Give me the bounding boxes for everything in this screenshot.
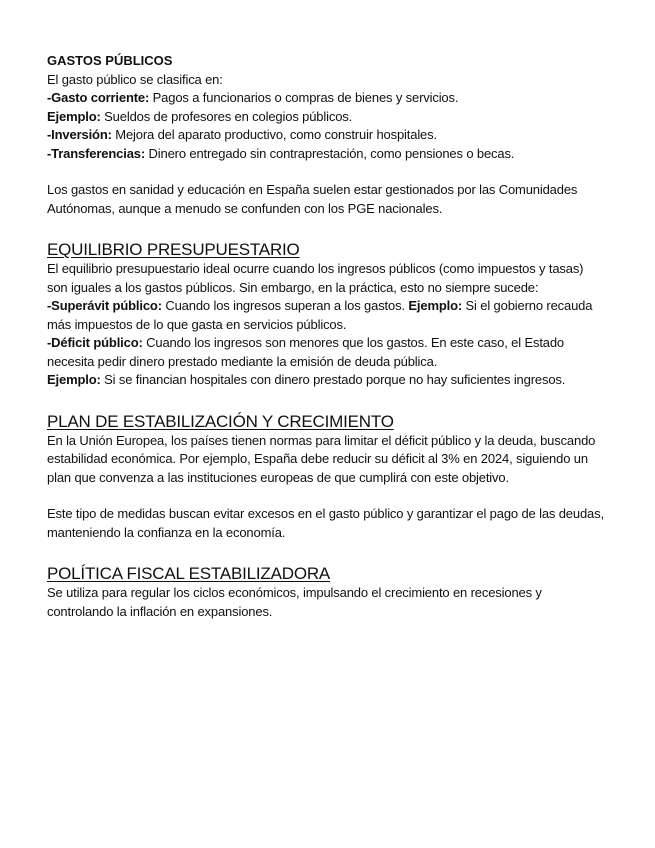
term-text: Pagos a funcionarios o compras de bienes y servicios. (149, 90, 459, 105)
term-label: Ejemplo: (408, 298, 463, 313)
section-title-plan: PLAN DE ESTABILIZACIÓN Y CRECIMIENTO (47, 411, 394, 431)
equilibrio-intro: El equilibrio presupuestario ideal ocurre cuando los ingresos públicos (como impuestos y tasas) son iguales a los gastos públicos. Sin embargo, en la práctica, esto no siempre sucede: (47, 261, 584, 295)
term-label: -Gasto corriente: (47, 90, 150, 105)
gastos-inversion (47, 126, 607, 145)
term-label: -Déficit público: (47, 335, 143, 350)
gastos-corriente (47, 89, 607, 108)
gastos-ejemplo (47, 108, 607, 127)
document-page (47, 52, 607, 621)
term-text: Si se financian hospitales con dinero prestado porque no hay suficientes ingresos. (100, 372, 566, 387)
term-label: -Inversión: (47, 127, 112, 142)
equilibrio-ejemplo (47, 371, 607, 390)
gastos-transferencias (47, 145, 607, 164)
equilibrio-superavit (47, 297, 607, 334)
term-label: -Superávit público: (47, 298, 162, 313)
term-label: Ejemplo: (47, 108, 101, 124)
term-text: Dinero entregado sin contraprestación, como pensiones o becas. (145, 145, 515, 161)
section-title-politica: POLÍTICA FISCAL ESTABILIZADORA (47, 564, 331, 583)
equilibrio-deficit (47, 334, 607, 371)
section-title-equilibrio: EQUILIBRIO PRESUPUESTARIO (47, 240, 300, 259)
term-text: Si el gobierno recauda más impuestos de lo que gasta en servicios públicos. (47, 298, 593, 332)
plan-paragraph-2: Este tipo de medidas buscan evitar excesos en el gasto público y garantizar el pago de las deudas, manteniendo la confianza en la economía. (47, 506, 604, 540)
term-text: Cuando los ingresos superan a los gastos. (161, 298, 409, 313)
term-label: -Transferencias: (47, 145, 146, 161)
gastos-intro: El gasto público se clasifica en: (47, 71, 223, 87)
section-title-gastos: GASTOS PÚBLICOS (47, 53, 173, 68)
plan-paragraph-1: En la Unión Europea, los países tienen normas para limitar el déficit público y la deuda, buscando estabilidad económica. Por ejemplo, España debe reducir su déficit al 3% en 2024, siguiendo un plan que convenza a las instituciones europeas de que cumplirá con este objetivo. (47, 432, 596, 485)
politica-paragraph-1: Se utiliza para regular los ciclos económicos, impulsando el crecimiento en recesiones y controlando la inflación en expansiones. (47, 585, 542, 619)
term-text: Mejora del aparato productivo, como construir hospitales. (111, 127, 437, 142)
term-text: Sueldos de profesores en colegios públicos. (100, 108, 353, 124)
term-label: Ejemplo: (47, 372, 101, 387)
term-text: Cuando los ingresos son menores que los gastos. En este caso, el Estado necesita pedir dinero prestado mediante la emisión de deuda pública. (47, 335, 565, 369)
gastos-nota: Los gastos en sanidad y educación en España suelen estar gestionados por las Comunidades Autónomas, aunque a menudo se confunden con los PGE nacionales. (47, 182, 578, 216)
